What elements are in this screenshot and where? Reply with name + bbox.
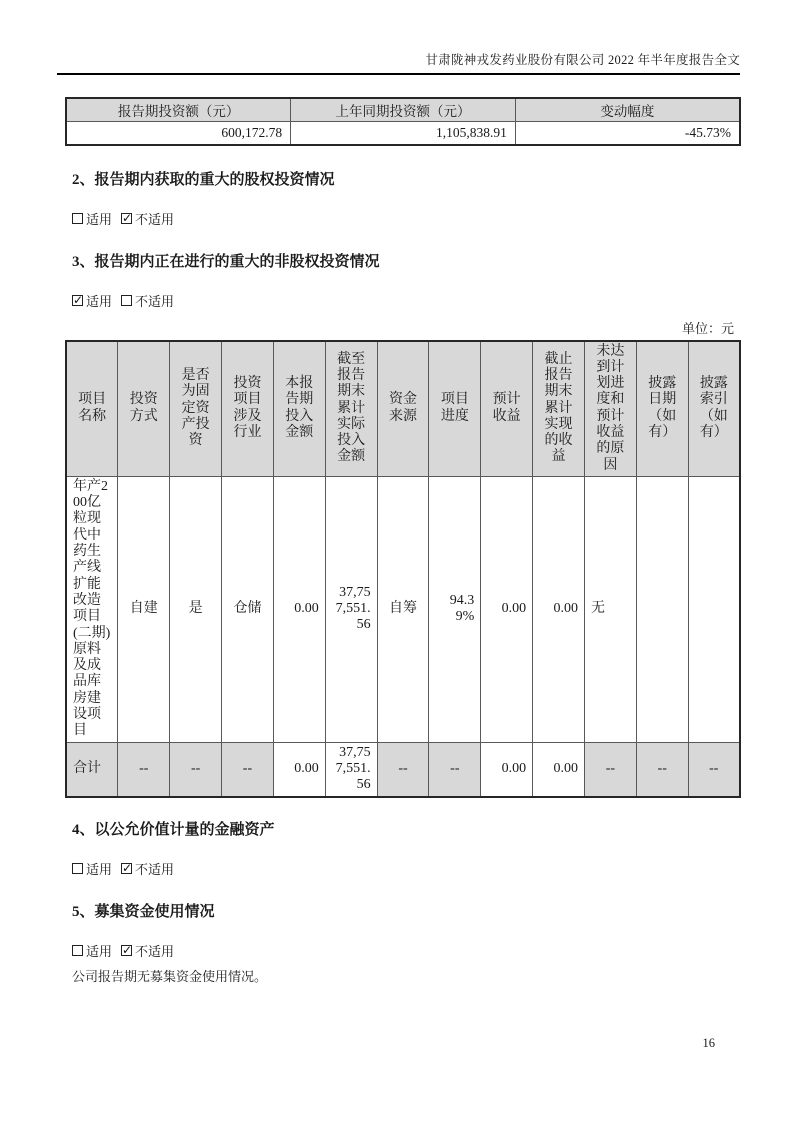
page-number: 16 bbox=[702, 1036, 715, 1050]
table-header-cell: 披露索引（如有） bbox=[688, 341, 740, 477]
table-cell: 无 bbox=[584, 476, 636, 742]
section-5-title: 5、募集资金使用情况 bbox=[72, 903, 215, 920]
table-cell: -- bbox=[429, 742, 481, 796]
summary-header-row bbox=[66, 98, 740, 122]
table-cell bbox=[688, 476, 740, 742]
checkbox-icon bbox=[121, 213, 132, 224]
table-cell: 自筹 bbox=[377, 476, 429, 742]
checkbox-not-applicable bbox=[121, 859, 174, 878]
table-header-cell: 截至报告期末累计实际投入金额 bbox=[325, 341, 377, 477]
checkbox-label: 适用 bbox=[86, 943, 113, 959]
checkbox-label: 不适用 bbox=[135, 293, 175, 309]
table-header-cell: 项目名称 bbox=[66, 341, 118, 477]
checkbox-label: 不适用 bbox=[135, 211, 175, 227]
summary-value-cell: -45.73% bbox=[515, 122, 740, 145]
table-header-cell: 投资项目涉及行业 bbox=[222, 341, 274, 477]
table-header-cell: 披露日期（如有） bbox=[636, 341, 688, 477]
checkbox-not-applicable bbox=[121, 291, 174, 310]
summary-header-cell: 报告期投资额（元） bbox=[66, 98, 291, 122]
table-cell: 37,757,551.56 bbox=[325, 742, 377, 796]
section-4-applicability bbox=[72, 859, 740, 878]
table-cell: 94.39% bbox=[429, 476, 481, 742]
document-header-title: 甘肃陇神戎发药业股份有限公司 2022 年半年度报告全文 bbox=[57, 50, 740, 75]
investment-summary-table bbox=[65, 97, 741, 146]
table-cell: -- bbox=[377, 742, 429, 796]
table-cell: 0.00 bbox=[273, 476, 325, 742]
checkbox-icon bbox=[72, 213, 83, 224]
table-header-cell: 是否为固定资产投资 bbox=[170, 341, 222, 477]
section-3-title: 3、报告期内正在进行的重大的非股权投资情况 bbox=[72, 253, 380, 270]
investment-table-total-row bbox=[66, 742, 740, 796]
section-4-title: 4、以公允价值计量的金融资产 bbox=[72, 821, 275, 838]
table-cell: 37,757,551.56 bbox=[325, 476, 377, 742]
checkbox-label: 适用 bbox=[86, 211, 113, 227]
checkbox-icon bbox=[72, 863, 83, 874]
checkbox-label: 适用 bbox=[86, 861, 113, 877]
table-cell: 仓储 bbox=[222, 476, 274, 742]
table-header-cell: 资金来源 bbox=[377, 341, 429, 477]
table-cell: 0.00 bbox=[533, 742, 585, 796]
summary-value-cell: 600,172.78 bbox=[66, 122, 291, 145]
table-header-cell: 截止报告期末累计实现的收益 bbox=[533, 341, 585, 477]
checkbox-icon bbox=[121, 295, 132, 306]
checkbox-label: 不适用 bbox=[135, 861, 175, 877]
table-cell: 0.00 bbox=[533, 476, 585, 742]
table-cell: 0.00 bbox=[481, 476, 533, 742]
summary-value-cell: 1,105,838.91 bbox=[291, 122, 516, 145]
table-header-cell: 未达到计划进度和预计收益的原因 bbox=[584, 341, 636, 477]
table-cell: 0.00 bbox=[481, 742, 533, 796]
checkbox-applicable bbox=[72, 209, 112, 228]
table-cell bbox=[636, 476, 688, 742]
summary-header-cell: 上年同期投资额（元） bbox=[291, 98, 516, 122]
checkbox-not-applicable bbox=[121, 209, 174, 228]
table-cell: -- bbox=[636, 742, 688, 796]
checkbox-applicable bbox=[72, 859, 112, 878]
table-header-cell: 预计收益 bbox=[481, 341, 533, 477]
table-cell: -- bbox=[688, 742, 740, 796]
checkbox-icon bbox=[121, 863, 132, 874]
checkbox-icon bbox=[121, 945, 132, 956]
table-cell: -- bbox=[222, 742, 274, 796]
checkbox-label: 适用 bbox=[86, 293, 113, 309]
non-equity-investment-table bbox=[65, 340, 741, 798]
checkbox-label: 不适用 bbox=[135, 943, 175, 959]
section-2-applicability bbox=[72, 209, 740, 228]
table-cell: -- bbox=[584, 742, 636, 796]
checkbox-applicable bbox=[72, 941, 112, 960]
summary-header-cell: 变动幅度 bbox=[515, 98, 740, 122]
summary-value-row bbox=[66, 122, 740, 145]
section-5-note: 公司报告期无募集资金使用情况。 bbox=[72, 968, 268, 984]
table-cell: 是 bbox=[170, 476, 222, 742]
table-cell: -- bbox=[118, 742, 170, 796]
investment-table-header-row bbox=[66, 341, 740, 477]
total-label-cell: 合计 bbox=[66, 742, 118, 796]
table-header-cell: 本报告期投入金额 bbox=[273, 341, 325, 477]
table-cell: 0.00 bbox=[273, 742, 325, 796]
investment-table-data-row bbox=[66, 476, 740, 742]
unit-label: 单位：元 bbox=[681, 320, 734, 336]
table-cell: 自建 bbox=[118, 476, 170, 742]
checkbox-icon bbox=[72, 295, 83, 306]
section-5-applicability bbox=[72, 941, 740, 960]
checkbox-applicable bbox=[72, 291, 112, 310]
table-header-cell: 投资方式 bbox=[118, 341, 170, 477]
section-3-applicability bbox=[72, 291, 740, 310]
section-2-title: 2、报告期内获取的重大的股权投资情况 bbox=[72, 171, 335, 188]
project-name-cell: 年产200亿粒现代中药生产线扩能改造项目(二期)原料及成品库房建设项目 bbox=[66, 476, 118, 742]
checkbox-not-applicable bbox=[121, 941, 174, 960]
checkbox-icon bbox=[72, 945, 83, 956]
table-cell: -- bbox=[170, 742, 222, 796]
table-header-cell: 项目进度 bbox=[429, 341, 481, 477]
